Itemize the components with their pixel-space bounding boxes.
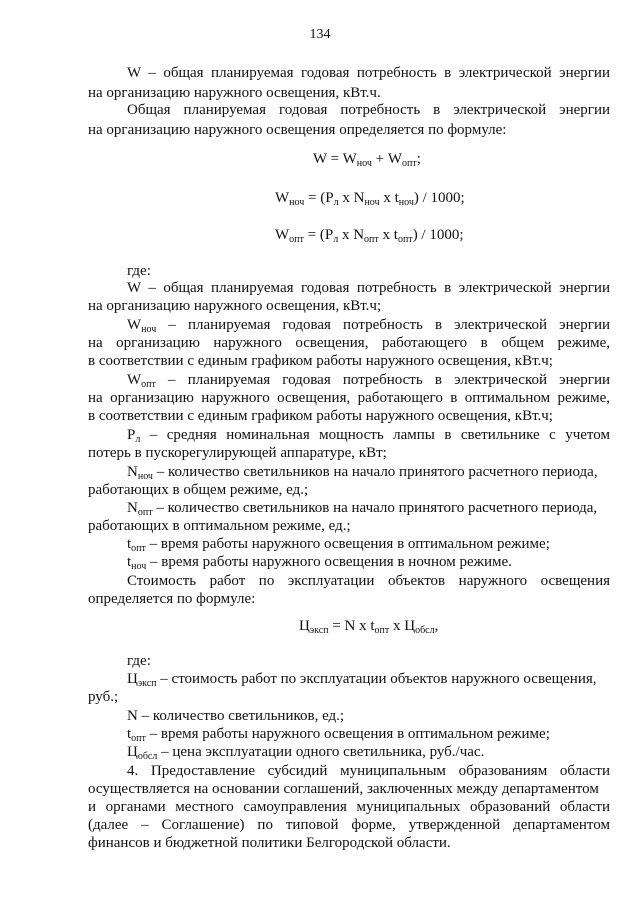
section-4-line: финансов и бюджетной политики Белгородской области. xyxy=(88,835,451,851)
definition-line: на организацию наружного освещения, работающего в оптимальном режиме, xyxy=(88,390,610,406)
intro-line: на организацию наружного освещения определяется по формуле: xyxy=(88,122,507,138)
definition-line: потерь в пускорегулирующей аппаратуре, кВт; xyxy=(88,445,387,461)
definition-line: в соответствии с единым графиком работы наружного освещения, кВт.ч; xyxy=(88,353,553,369)
definition-line: $W_{ноч}$ – планируемая годовая потребность в электрической энергии xyxy=(127,317,610,335)
where-label: где: xyxy=(127,263,151,279)
section-4-line: 4. Предоставление субсидий муниципальным образованиям области xyxy=(127,763,610,779)
definition-line: $t_{опт}$ – время работы наружного освещения в оптимальном режиме; xyxy=(127,726,550,744)
where-label: где: xyxy=(127,653,151,669)
cost-intro-line: Стоимость работ по эксплуатации объектов наружного освещения xyxy=(127,573,610,589)
definition-line: $t_{опт}$ – время работы наружного освещения в оптимальном режиме; xyxy=(127,536,550,554)
intro-line: W – общая планируемая годовая потребность в электрической энергии xyxy=(127,65,610,81)
page-number: 134 xyxy=(309,27,331,42)
cost-intro-line: определяется по формуле: xyxy=(88,591,256,607)
section-4-line: и органами местного самоуправления муниципальных образований области xyxy=(88,799,610,815)
definition-line: $N_{опт}$ – количество светильников на начало принятого расчетного периода, xyxy=(127,500,598,518)
definition-line: $W_{опт}$ – планируемая годовая потребность в электрической энергии xyxy=(127,372,610,390)
formula-total: $W = W_{ноч} + W_{опт}$; xyxy=(313,151,421,169)
intro-line: на организацию наружного освещения, кВт.ч. xyxy=(88,85,381,101)
definition-line: работающих в оптимальном режиме, ед.; xyxy=(88,518,351,534)
definition-line: в соответствии с единым графиком работы наружного освещения, кВт.ч; xyxy=(88,408,553,424)
formula-night: $W_{ноч} = (P_л$ x $N_{ноч}$ x $t_{ноч}) / 1000$; xyxy=(275,190,465,208)
definition-line: на организацию наружного освещения, кВт.ч; xyxy=(88,298,382,314)
definition-line: $Ц_{обсл}$ – цена эксплуатации одного светильника, руб./час. xyxy=(127,744,485,762)
intro-line: Общая планируемая годовая потребность в электрической энергии xyxy=(127,102,610,118)
definition-line: работающих в общем режиме, ед.; xyxy=(88,482,309,498)
section-4-line: (далее – Соглашение) по типовой форме, утвержденной департаментом xyxy=(88,817,610,833)
formula-cost: $Ц_{эксп} = N$ x $t_{опт}$ x $Ц_{обсл}$, xyxy=(299,618,439,636)
definition-line: $Ц_{эксп}$ – стоимость работ по эксплуатации объектов наружного освещения, xyxy=(127,671,597,689)
definition-line: $P_л$ – средняя номинальная мощность лампы в светильнике с учетом xyxy=(127,427,610,445)
definition-line: руб.; xyxy=(88,689,119,705)
formula-optimal: $W_{опт} = (P_л$ x $N_{опт}$ x $t_{опт}) / 1000$; xyxy=(275,227,464,245)
definition-line: $N_{ноч}$ – количество светильников на начало принятого расчетного периода, xyxy=(127,464,598,482)
definition-line: W – общая планируемая годовая потребность в электрической энергии xyxy=(127,280,610,296)
definition-line: N – количество светильников, ед.; xyxy=(127,708,345,724)
definition-line: $t_{ноч}$ – время работы наружного освещения в ночном режиме. xyxy=(127,554,512,572)
definition-line: на организацию наружного освещения, работающего в общем режиме, xyxy=(88,335,610,351)
section-4-line: осуществляется на основании соглашений, заключенных между департаментом xyxy=(88,781,599,797)
